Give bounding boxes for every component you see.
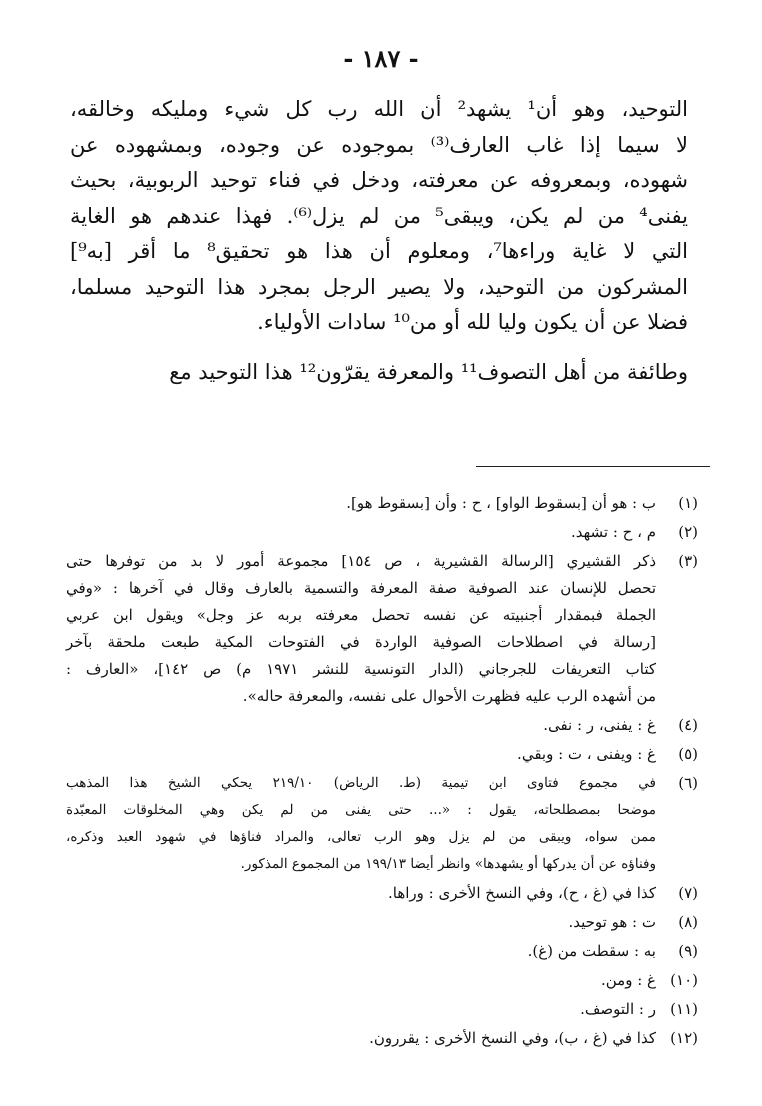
footnote-line: ذكر القشيري [الرسالة القشيرية ، ص ١٥٤] مجموعة أمور لا بد من توفرها حتى <box>66 552 656 570</box>
footnote-line: غ : ومن. <box>600 971 656 989</box>
footnote-text <box>66 490 656 517</box>
footnote-text <box>66 996 656 1023</box>
footnote-text <box>66 712 656 739</box>
footnote-text <box>66 938 656 965</box>
footnote-line: تحصل للإنسان عند الصوفية صفة المعرفة والتسمية بالعارف وقال في آخرها : «وفي <box>66 579 656 597</box>
footnotes <box>66 490 698 1054</box>
footnote-number: (١) <box>678 494 698 512</box>
footnote-line: غ : يفنى، ر : نفى. <box>543 716 656 734</box>
footnote <box>66 519 698 546</box>
text-line: التوحيد، وهو أن¹ يشهد² أن الله رب كل شيء ومليكه وخالقه، <box>70 97 688 121</box>
paragraph-gap <box>70 341 688 355</box>
footnote-line: الجملة فبمقدار أجنبيته عن نفسه تحصل معرفته بربه عز وجل» ويقول ابن عربي <box>66 606 656 624</box>
footnote-line: ب : هو أن [بسقوط الواو] ، ح : وأن [بسقوط هو]. <box>346 494 656 512</box>
footnote-text <box>66 909 656 936</box>
footnote <box>66 490 698 517</box>
footnote-number: (٣) <box>678 552 698 570</box>
footnote <box>66 712 698 739</box>
text-line: التي لا غاية وراءها⁷، ومعلوم أن هذا هو تحقيق⁸ ما أقر [به⁹] <box>70 239 688 263</box>
footnote-number: (٩) <box>678 942 698 960</box>
footnote-text <box>66 1025 656 1052</box>
footnote-number: (٨) <box>678 913 698 931</box>
footnote-text <box>66 548 656 710</box>
footnote <box>66 548 698 710</box>
text-line: لا سيما إذا غاب العارف⁽³⁾ بموجوده عن وجوده، وبمشهوده عن <box>70 132 688 157</box>
footnote-line: ر : التوصف. <box>580 1000 656 1018</box>
footnote <box>66 996 698 1023</box>
footnote-number: (١٠) <box>670 971 698 989</box>
footnote-line: موضحا بمصطلحاته، يقول : «... حتى يفنى من لم يكن وهي المخلوقات المعبّدة <box>66 802 656 818</box>
footnote-text <box>66 880 656 907</box>
footnote-line: به : سقطت من (غ). <box>527 942 656 960</box>
text-line: وطائفة من أهل التصوف¹¹ والمعرفة يقرّون¹² هذا التوحيد مع <box>169 359 688 384</box>
footnote <box>66 938 698 965</box>
paragraph <box>70 355 688 391</box>
footnote-line: كتاب التعريفات للجرجاني (الدار التونسية للنشر ١٩٧١ م) ص ١٤٢]، «العارف : <box>66 660 656 678</box>
footnote-number: (٢) <box>678 523 698 541</box>
footnote-line: في مجموع فتاوى ابن تيمية (ط. الرياض) ٢١٩/١٠ يحكي الشيخ هذا المذهب <box>66 775 656 791</box>
footnote-separator <box>476 466 710 467</box>
main-text <box>70 92 688 390</box>
footnote <box>66 909 698 936</box>
text-line: شهوده، وبمعروفه عن معرفته، ودخل في فناء توحيد الربوبية، بحيث <box>70 168 688 192</box>
footnote <box>66 967 698 994</box>
footnote <box>66 770 698 878</box>
page-number: - ١٨٧ - <box>343 44 419 73</box>
footnote-number: (٦) <box>678 774 698 792</box>
footnote-text <box>66 519 656 546</box>
footnote <box>66 880 698 907</box>
footnote-line: م ، ح : تشهد. <box>570 523 656 541</box>
footnote-line: ممن سواه، ويبقى من لم يزل وهو الرب تعالى، والمراد فناؤها في شهود العبد وذكره، <box>66 829 656 845</box>
footnote-line: من أشهده الرب عليه فظهرت الأحوال على نفسه، والمعرفة حاله». <box>242 687 656 705</box>
footnote-line: كذا في (غ ، ب)، وفي النسخ الأخرى : يقررون. <box>369 1029 656 1047</box>
footnote-line: غ : ويفنى ، ت : وبقي. <box>517 745 656 763</box>
footnote-number: (٤) <box>678 716 698 734</box>
footnote-line: ت : هو توحيد. <box>568 913 656 931</box>
footnote-text <box>66 967 656 994</box>
footnote-number: (٧) <box>678 884 698 902</box>
footnote-number: (١١) <box>670 1000 698 1018</box>
paragraph <box>70 92 688 341</box>
text-line: يفنى⁴ من لم يكن، ويبقى⁵ من لم يزل⁽⁶⁾. فهذا عندهم هو الغاية <box>70 203 689 228</box>
footnote-number: (١٢) <box>670 1029 698 1047</box>
footnote-number: (٥) <box>678 745 698 763</box>
footnote <box>66 741 698 768</box>
footnote-line: كذا في (غ ، ح)، وفي النسخ الأخرى : وراها. <box>387 884 656 902</box>
text-line: فضلا عن أن يكون وليا لله أو من¹⁰ سادات الأولياء. <box>257 310 688 334</box>
footnote-text <box>66 770 656 878</box>
text-line: المشركون من التوحيد، ولا يصير الرجل بمجرد هذا التوحيد مسلما، <box>70 274 688 299</box>
footnote-text <box>66 741 656 768</box>
footnote-line: [رسالة في اصطلاحات الصوفية الواردة في الفتوحات المكية طبعت ملحقة بآخر <box>66 633 656 651</box>
footnote-line: وفناؤه عن أن يدركها أو يشهدها» وانظر أيضا ١٩٩/١٣ من المجموع المذكور. <box>240 856 656 872</box>
footnote <box>66 1025 698 1052</box>
